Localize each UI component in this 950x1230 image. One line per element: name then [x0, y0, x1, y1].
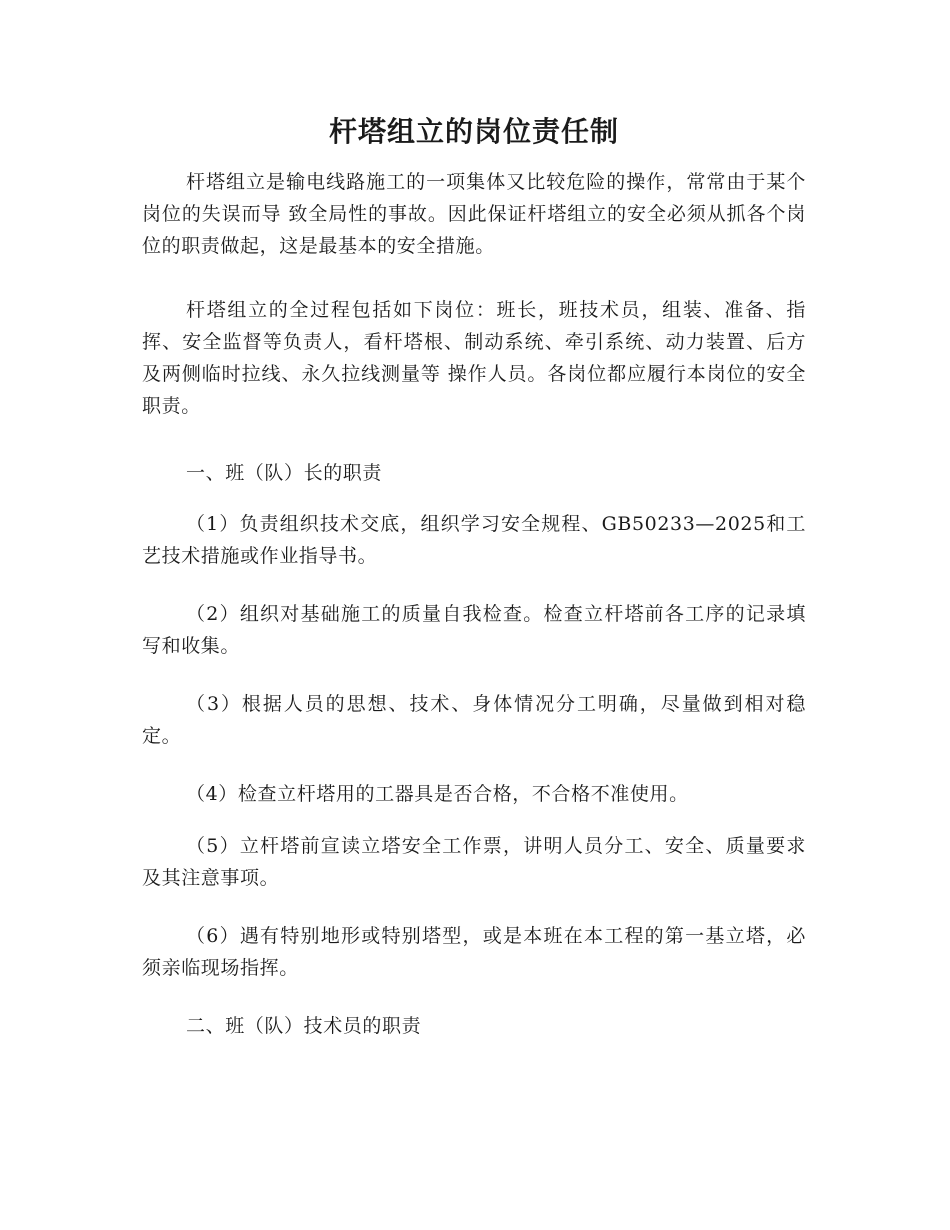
duty-item-5: （5）立杆塔前宣读立塔安全工作票，讲明人员分工、安全、质量要求及其注意事项。	[142, 835, 806, 889]
intro-paragraph: 杆塔组立是输电线路施工的一项集体又比较危险的操作，常常由于某个岗位的失误而导 致全局性的事故。因此保证杆塔组立的安全必须从抓各个岗位的职责做起，这是最基本的安全措施。	[142, 171, 806, 257]
duty-item-4: （4）检查立杆塔用的工器具是否合格，不合格不准使用。	[186, 783, 689, 805]
positions-paragraph: 杆塔组立的全过程包括如下岗位：班长，班技术员，组装、准备、指挥、安全监督等负责人，看杆塔根、制动系统、牵引系统、动力装置、后方及两侧临时拉线、永久拉线测量等 操作人员。各岗位都应履行本岗位的安全职责。	[142, 299, 806, 417]
duty-item-6: （6）遇有特别地形或特别塔型，或是本班在本工程的第一基立塔，必须亲临现场指挥。	[142, 925, 806, 979]
duty-item-3: （3）根据人员的思想、技术、身体情况分工明确，尽量做到相对稳定。	[142, 693, 806, 747]
duty-item-2: （2）组织对基础施工的质量自我检查。检查立杆塔前各工序的记录填写和收集。	[142, 603, 806, 657]
document-title: 杆塔组立的岗位责任制	[328, 115, 619, 148]
duty-item-1: （1）负责组织技术交底，组织学习安全规程、GB50233—2025和工艺技术措施或作业指导书。	[142, 513, 806, 567]
section-heading-team-leader: 一、班（队）长的职责	[186, 462, 383, 484]
section-heading-technician: 二、班（队）技术员的职责	[186, 1015, 422, 1037]
